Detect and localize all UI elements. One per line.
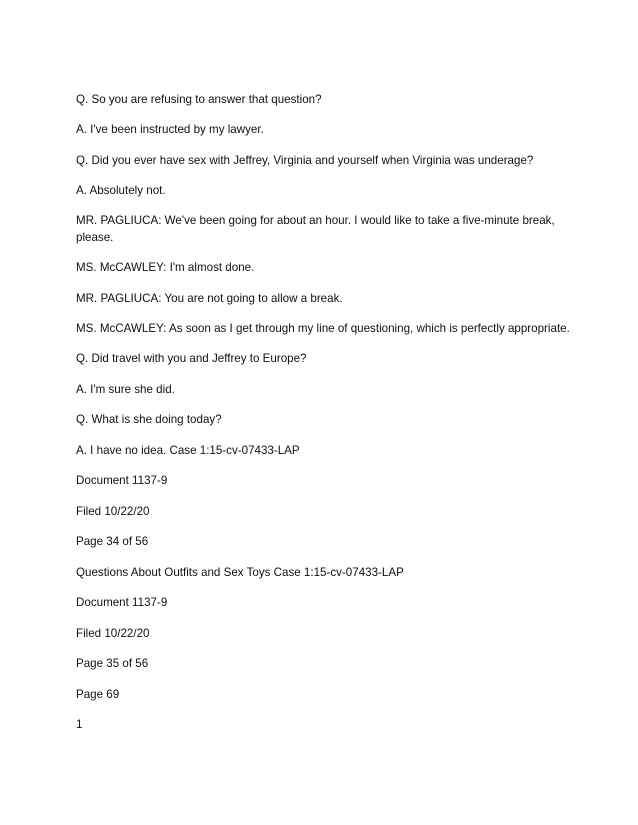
paragraph-page-34: Page 34 of 56	[76, 535, 149, 548]
paragraph-page-35: Page 35 of 56	[76, 657, 149, 670]
paragraph-filed-date-2: Filed 10/22/20	[76, 627, 150, 640]
paragraph-a-sure-she-did: A. I'm sure she did.	[76, 383, 175, 396]
paragraph-line-number: 1	[76, 718, 83, 731]
paragraph-document-number-1: Document 1137-9	[76, 474, 168, 487]
paragraph-outfits-heading: Questions About Outfits and Sex Toys Case 1:15-cv-07433-LAP	[76, 566, 404, 579]
paragraph-mccawley-almost-done: MS. McCAWLEY: I'm almost done.	[76, 261, 255, 274]
paragraph-pagliuca-break-request: MR. PAGLIUCA: We've been going for about an hour. I would like to take a five-minute break, please.	[76, 214, 555, 244]
paragraph-q-refusing: Q. So you are refusing to answer that question?	[76, 93, 322, 106]
paragraph-a-absolutely-not: A. Absolutely not.	[76, 184, 166, 197]
paragraph-document-number-2: Document 1137-9	[76, 596, 168, 609]
paragraph-mccawley-line-of-questioning: MS. McCAWLEY: As soon as I get through my line of questioning, which is perfectly appropriate.	[76, 322, 570, 335]
paragraph-a-instructed: A. I've been instructed by my lawyer.	[76, 123, 264, 136]
paragraph-q-travel-europe: Q. Did travel with you and Jeffrey to Europe?	[76, 352, 307, 365]
paragraph-filed-date-1: Filed 10/22/20	[76, 505, 150, 518]
paragraph-pagliuca-no-break: MR. PAGLIUCA: You are not going to allow a break.	[76, 292, 343, 305]
paragraph-q-doing-today: Q. What is she doing today?	[76, 413, 222, 426]
paragraph-a-no-idea: A. I have no idea. Case 1:15-cv-07433-LAP	[76, 444, 300, 457]
paragraph-q-underage: Q. Did you ever have sex with Jeffrey, Virginia and yourself when Virginia was underage?	[76, 154, 534, 167]
paragraph-page-69: Page 69	[76, 688, 120, 701]
